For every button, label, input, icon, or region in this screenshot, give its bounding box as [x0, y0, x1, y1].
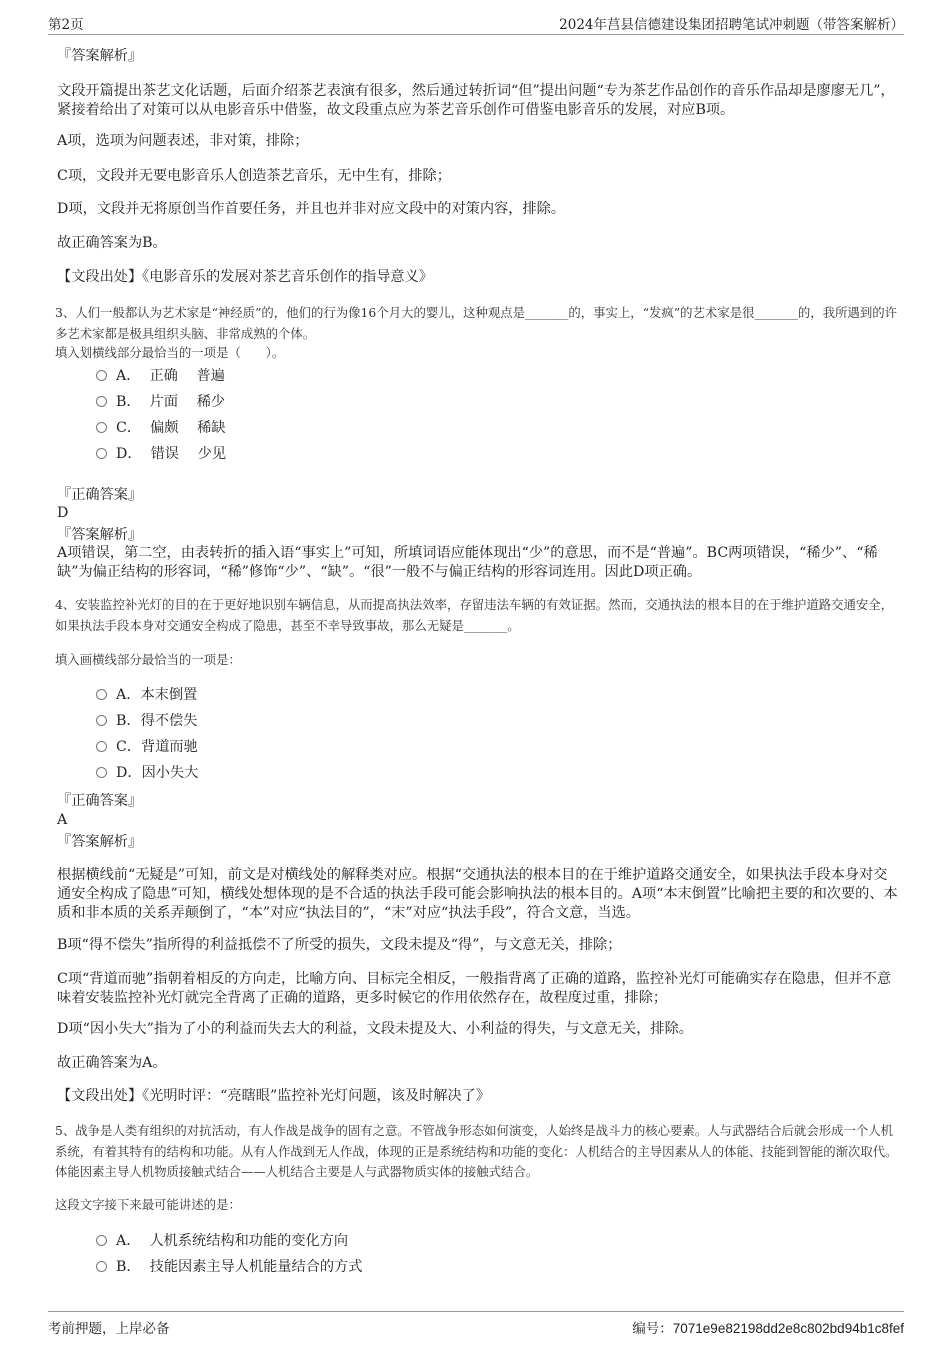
footer-slogan: 考前押题，上岸必备 [48, 1321, 170, 1337]
q5-option-b[interactable] [96, 1257, 362, 1277]
option-letter: A． [116, 1233, 141, 1249]
option-text: 技能因素主导人机能量结合的方式 [149, 1259, 363, 1275]
q5-option-a[interactable] [96, 1231, 348, 1251]
radio-button-icon[interactable] [96, 767, 107, 778]
page-footer [48, 1311, 904, 1338]
document-title: 2024年莒县信德建设集团招聘笔试冲刺题（带答案解析） [559, 17, 904, 33]
option-letter: A． [116, 687, 141, 703]
option-text: 片面 稀少 [149, 394, 226, 410]
q4-option-b-explain: B项“得不偿失”指所得的利益抵偿不了所受的损失，文段未提及“得”，与文意无关，排除； [57, 937, 622, 953]
option-letter: C． [116, 739, 142, 755]
code-value: 7071e9e82198dd2e8c802bd94b1c8fef [672, 1321, 904, 1336]
q4-source: 【文段出处】《光明时评：“亮瞎眼”监控补光灯问题，该及时解决了》 [57, 1088, 491, 1104]
q3-option-d[interactable] [96, 444, 226, 464]
q4-option-d-explain: D项“因小失大”指为了小的利益而失去大的利益，文段未提及大、小利益的得失，与文意无关，排除。 [57, 1021, 693, 1037]
q3-prompt: 填入划横线部分最恰当的一项是（ ）。 [55, 345, 285, 360]
q5-stem: 5、战争是人类有组织的对抗活动，有人作战是战争的固有之意。不管战争形态如何演变，人始终是战斗力的核心要素。人与武器结合后就会形成一个人机系统，有着其特有的结构和功能。从有人作战到无人作战，体现的正是系统结构和功能的变化：人机结合的主导因素从人的体能、技能到智能的渐次取代。体能因素主导人机物质接触式结合——人机结合主要是人与武器物质实体的接触式结合。 [55, 1123, 898, 1179]
option-text: 本末倒置 [140, 687, 198, 703]
radio-button-icon[interactable] [96, 396, 107, 407]
radio-button-icon[interactable] [96, 422, 107, 433]
q3-option-c[interactable] [96, 418, 226, 438]
q4-conclusion: 故正确答案为A。 [57, 1055, 167, 1071]
q2-analysis-text: 文段开篇提出茶艺文化话题，后面介绍茶艺表演有很多，然后通过转折词“但”提出问题“专为茶艺作品创作的音乐作品却是廖廖无几”，紧接着给出了对策可以从电影音乐中借鉴，故文段重点应为茶艺音乐创作可借鉴电影音乐的发展，对应B项。 [57, 83, 895, 118]
q2-option-c-explain: C项，文段并无要电影音乐人创造茶艺音乐，无中生有，排除； [57, 168, 451, 184]
option-letter: A． [116, 368, 141, 384]
q4-option-c[interactable] [96, 737, 198, 757]
q3-answer-heading: 『正确答案』 [57, 487, 143, 503]
footer-code [632, 1317, 904, 1337]
q2-source: 【文段出处】《电影音乐的发展对茶艺音乐创作的指导意义》 [57, 269, 433, 285]
q3-stem: 3、人们一般都认为艺术家是“神经质”的，他们的行为像16个月大的婴儿，这种观点是_______的，事实上，“发疯”的艺术家是很_______的，我所遇到的许多艺术家都是极具组织头脑、非常成熟的个体。 [55, 305, 897, 341]
q2-option-d-explain: D项，文段并无将原创当作首要任务，并且也并非对应文段中的对策内容，排除。 [57, 201, 565, 217]
q4-answer-heading: 『正确答案』 [57, 793, 143, 809]
q4-analysis: 根据横线前“无疑是”可知，前文是对横线处的解释类对应。根据“交通执法的根本目的在于维护道路交通安全，如果执法手段本身对交通安全构成了隐患”可知，横线处想体现的是不合适的执法手段可能会影响执法的根本目的。A项“本末倒置”比喻把主要的和次要的、本质和非本质的关系弄颠倒了，“本”对应“执法目的”，“末”对应“执法手段”，符合文意，当选。 [57, 867, 898, 921]
q3-option-b[interactable] [96, 392, 225, 412]
option-letter: B． [116, 1259, 141, 1275]
q3-analysis-heading: 『答案解析』 [57, 527, 143, 543]
q4-answer: A [57, 812, 68, 828]
radio-button-icon[interactable] [96, 715, 107, 726]
option-letter: C． [116, 420, 142, 436]
radio-button-icon[interactable] [96, 1261, 107, 1272]
page-header [48, 12, 904, 35]
option-text: 错误 少见 [150, 446, 227, 462]
q4-option-c-explain: C项“背道而驰”指朝着相反的方向走，比喻方向、目标完全相反，一般指背离了正确的道路，监控补光灯可能确实存在隐患，但并不意味着安装监控补光灯就完全背离了正确的道路，更多时候它的作用依然存在，故程度过重，排除； [57, 971, 892, 1006]
q4-option-d[interactable] [96, 763, 198, 783]
q2-conclusion: 故正确答案为B。 [57, 235, 167, 251]
q2-analysis-heading: 『答案解析』 [57, 48, 143, 64]
q3-analysis: A项错误，第二空，由表转折的插入语“事实上”可知，所填词语应能体现出“少”的意思，而不是“普遍”。BC两项错误，“稀少”、“稀缺”为偏正结构的形容词，“稀”修饰“少”、“缺”。“很”一般不与偏正结构的形容词连用。因此D项正确。 [57, 545, 878, 580]
option-letter: B． [116, 394, 141, 410]
q2-option-a-explain: A项，选项为问题表述，非对策，排除； [57, 133, 309, 149]
option-text: 得不偿失 [140, 713, 198, 729]
q5-prompt: 这段文字接下来最可能讲述的是： [55, 1197, 241, 1212]
q4-option-a[interactable] [96, 685, 197, 705]
q3-answer: D [57, 505, 69, 521]
option-letter: D． [116, 446, 142, 462]
q4-prompt: 填入画横线部分最恰当的一项是： [55, 652, 241, 667]
radio-button-icon[interactable] [96, 1235, 107, 1246]
option-letter: D． [116, 765, 142, 781]
q3-option-a[interactable] [96, 366, 225, 386]
option-letter: B． [116, 713, 141, 729]
option-text: 背道而驰 [141, 739, 198, 755]
radio-button-icon[interactable] [96, 370, 107, 381]
radio-button-icon[interactable] [96, 448, 107, 459]
q4-analysis-heading: 『答案解析』 [57, 834, 143, 850]
radio-button-icon[interactable] [96, 741, 107, 752]
option-text: 偏颇 稀缺 [150, 420, 226, 436]
q4-stem: 4、安装监控补光灯的目的在于更好地识别车辆信息，从而提高执法效率，存留违法车辆的有效证据。然而，交通执法的根本目的在于维护道路交通安全，如果执法手段本身对交通安全构成了隐患，甚至不幸导致事故，那么无疑是_______。 [55, 597, 894, 633]
code-label: 编号： [632, 1321, 673, 1337]
page-number: 第2页 [48, 17, 84, 33]
option-text: 正确 普遍 [149, 368, 225, 384]
option-text: 因小失大 [141, 765, 199, 781]
q4-option-b[interactable] [96, 711, 197, 731]
radio-button-icon[interactable] [96, 689, 107, 700]
option-text: 人机系统结构和功能的变化方向 [149, 1233, 349, 1249]
